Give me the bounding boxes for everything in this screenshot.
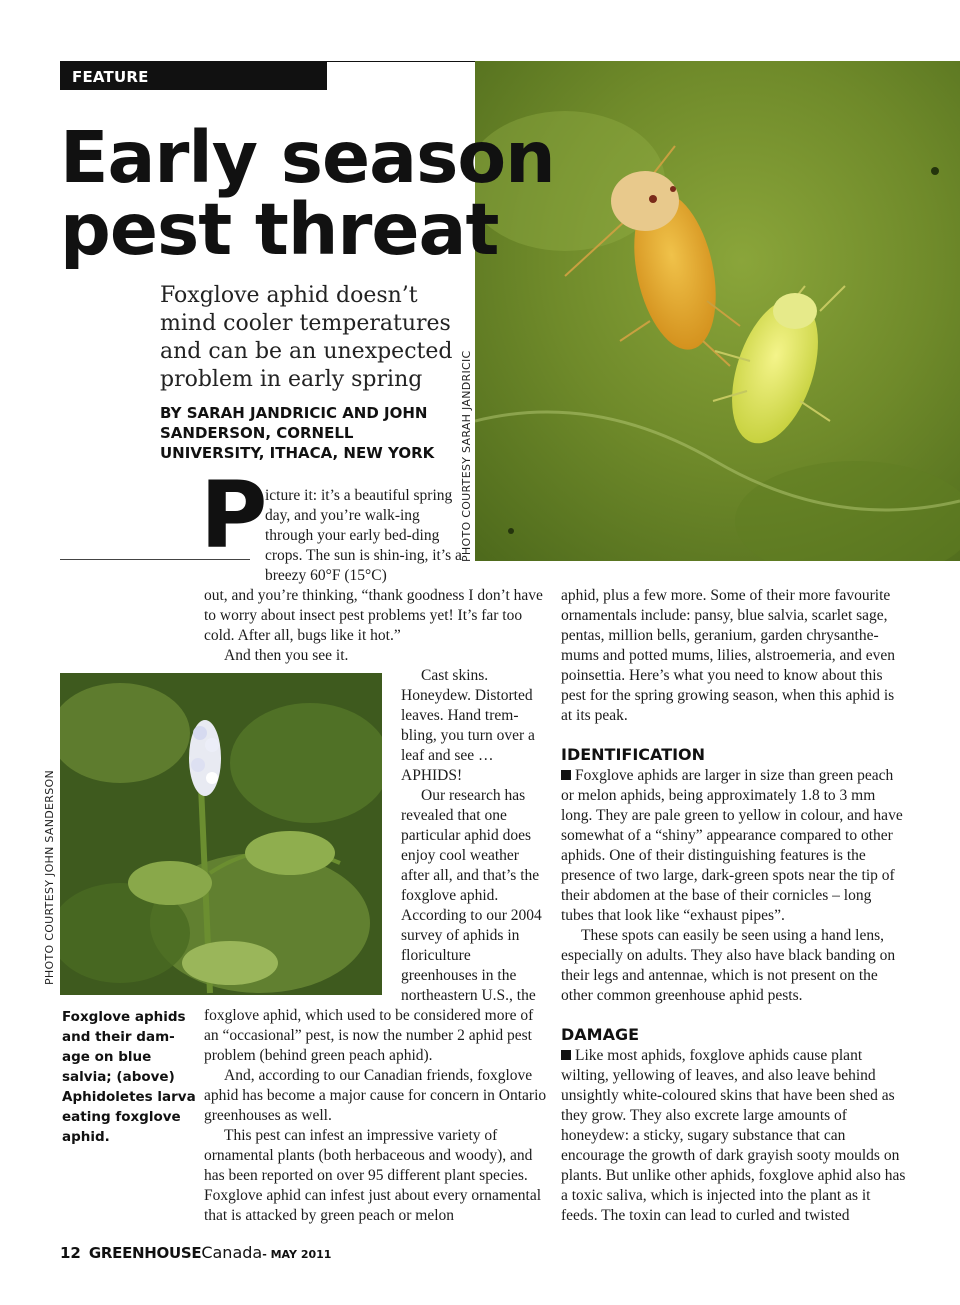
headline bbox=[60, 116, 600, 271]
magazine-name-bold: GREENHOUSE bbox=[88, 1244, 202, 1262]
damage-paragraph-1 bbox=[561, 1046, 906, 1226]
identification-paragraph-2: These spots can easily be seen using a hand lens, especially on adults. They also have black banding on their legs and antennae, which is not present on the other common greenhouse aphid pests. bbox=[561, 927, 896, 1004]
photo-credit-main: PHOTO COURTESY SARAH JANDRICIC bbox=[460, 350, 473, 562]
salvia-flower-icon bbox=[189, 720, 221, 796]
body-block-top bbox=[204, 586, 549, 666]
magazine-name-light: Canada bbox=[201, 1243, 263, 1262]
body-col2-intro: aphid, plus a few more. Some of their more favourite ornamentals include: pansy, blue salvia, scarlet sage, pentas, million bells, geranium, garden chrysanthe-mums and potted mums, lilies, alstroemeria, and even poinsettia. Here’s what you need to know about this pest for the spring growing season, when this aphid is at its peak. bbox=[561, 587, 896, 724]
damage-paragraph-1-text: Like most aphids, foxglove aphids cause plant wilting, yellowing of leaves, and also leave behind unsightly white-coloured skins that have been shed as they grow. They also excrete large amounts of honeydew: a sticky, sugary substance that can encourage the growth of dark grayish sooty moulds on plants. But unlike other aphids, foxglove aphid also has a toxic saliva, which is injected into the plant as it feeds. The toxin can lead to curled and twisted bbox=[561, 1047, 906, 1224]
body-paragraph-4-start: Our research has revealed that one particular aphid does enjoy cool weather after all, and that’s the foxglove aphid. According to our 2004 survey of aphids in floriculture greenhouses in the northeastern U.S., the bbox=[401, 787, 542, 1004]
top-rule bbox=[327, 61, 477, 62]
photo-credit-side: PHOTO COURTESY JOHN SANDERSON bbox=[43, 769, 56, 985]
body-block-narrow bbox=[401, 666, 549, 1006]
identification-paragraph-1 bbox=[561, 766, 906, 926]
damage-body bbox=[561, 1046, 906, 1226]
body-paragraph-1-start: icture it: it’s a beautiful spring day, and you’re walk-ing through your early bed-ding crops. The sun is shin-ing, it’s a breezy 60°F (15°C) bbox=[265, 487, 462, 584]
byline: BY SARAH JANDRICIC AND JOHN SANDERSON, CORNELL UNIVERSITY, ITHACA, NEW YORK bbox=[160, 404, 435, 462]
headline-line-2: pest threat bbox=[60, 188, 499, 271]
drop-cap: P bbox=[200, 462, 268, 569]
page-footer bbox=[60, 1243, 331, 1262]
identification-paragraph-1-text: Foxglove aphids are larger in size than green peach or melon aphids, being approximately 1.8 to 3 mm long. They are pale green to yellow in colour, and have somewhat of a “shiny” appearance compared to other aphids. One of their distinguishing features is the presence of two large, dark-green spots near the tip of their abdomen at the base of their cornicles – long tubes that look like “exhaust pipes”. bbox=[561, 767, 903, 924]
body-paragraph-1-cont: out, and you’re thinking, “thank goodness I don’t have to worry about insect pest problems yet! It’s far too cold. After all, bugs like it hot.” bbox=[204, 587, 543, 644]
headline-line-1: Early season bbox=[60, 116, 555, 199]
bullet-square-icon bbox=[561, 1050, 571, 1060]
section-label: FEATURE bbox=[60, 61, 327, 90]
issue-date: - MAY 2011 bbox=[262, 1248, 332, 1261]
bullet-square-icon bbox=[561, 770, 571, 780]
body-paragraph-2: And then you see it. bbox=[224, 647, 349, 664]
body-paragraph-5: And, according to our Canadian friends, foxglove aphid has become a major cause for concern in Ontario greenhouses as well. bbox=[204, 1067, 547, 1124]
damage-heading: DAMAGE bbox=[561, 1025, 640, 1044]
identification-heading: IDENTIFICATION bbox=[561, 745, 706, 764]
page-number: 12 bbox=[60, 1244, 81, 1262]
body-paragraph-3: Cast skins. Honeydew. Distorted leaves. Hand trem-bling, you turn over a leaf and see … APHIDS! bbox=[401, 667, 535, 784]
dek: Foxglove aphid doesn’t mind cooler temperatures and can be an unexpected problem in early spring bbox=[160, 283, 453, 392]
identification-body bbox=[561, 766, 906, 1006]
body-block-lower bbox=[204, 1006, 549, 1226]
photo-caption: Foxglove aphids and their dam-age on blue salvia; (above) Aphidoletes larva eating foxglove aphid. bbox=[62, 1009, 196, 1145]
body-paragraph-4-cont: foxglove aphid, which used to be considered more of an “occasional” pest, is now the number 2 aphid pest problem (behind green peach aphid). bbox=[204, 1007, 534, 1064]
body-paragraph-6: This pest can infest an impressive variety of ornamental plants (both herbaceous and woody), and has been reported on over 95 different plant species. Foxglove aphid can infest just about every ornamental that is attacked by green peach or melon bbox=[204, 1127, 542, 1224]
salvia-photo bbox=[60, 673, 382, 995]
